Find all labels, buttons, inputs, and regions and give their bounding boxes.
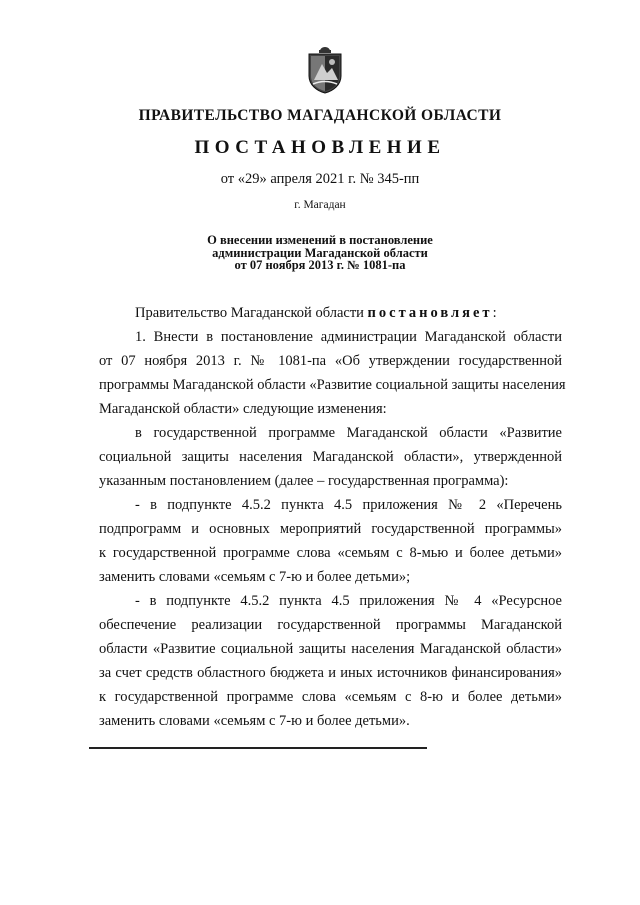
body-line: области «Развитие социальной защиты населения Магаданской области» (99, 641, 562, 657)
date-number-line: от «29» апреля 2021 г. № 345-пп (220, 171, 420, 187)
body-line: - в подпункте 4.5.2 пункта 4.5 приложения № 4 «Ресурсное (135, 593, 562, 609)
subject-line: от 07 ноября 2013 г. № 1081-па (234, 258, 406, 272)
body-line: за счет средств областного бюджета и иных источников финансирования» (99, 665, 562, 681)
body-line: указанным постановлением (далее – государственная программа): (99, 473, 509, 489)
body-line: 1. Внести в постановление администрации Магаданской области (135, 329, 562, 345)
document-type: ПОСТАНОВЛЕНИЕ (194, 137, 446, 158)
city-name: г. Магадан (294, 199, 346, 211)
intro-text: Правительство Магаданской области (135, 305, 368, 321)
body-line: обеспечение реализации государственной программы Магаданской (99, 617, 562, 633)
body-line: подпрограмм и основных мероприятий государственной программы» (99, 521, 562, 537)
body-line: от 07 ноября 2013 г. № 1081-па «Об утверждении государственной (99, 353, 562, 369)
body-line: к государственной программе слова «семьям с 8-ю и более детьми» (99, 689, 562, 705)
subject-line: администрации Магаданской области (212, 245, 428, 260)
body-line: социальной защиты населения Магаданской области», утвержденной (99, 449, 562, 465)
body-line: в государственной программе Магаданской области «Развитие (135, 425, 562, 441)
body-line: - в подпункте 4.5.2 пункта 4.5 приложения № 2 «Перечень (135, 497, 562, 513)
coat-of-arms-icon (305, 46, 345, 94)
body-line: программы Магаданской области «Развитие социальной защиты населения (99, 377, 566, 393)
government-name: ПРАВИТЕЛЬСТВО МАГАДАНСКОЙ ОБЛАСТИ (138, 107, 502, 124)
body-line: Магаданской области» следующие изменения: (99, 401, 387, 417)
body-line: к государственной программе слова «семьям с 8-мью и более детьми» (99, 545, 562, 561)
intro-colon: : (492, 305, 497, 321)
intro-paragraph (135, 305, 562, 322)
body-line: заменить словами «семьям с 7-ю и более детьми»; (99, 569, 411, 585)
resolves-word: постановляет (367, 305, 493, 321)
document-subject (0, 234, 640, 272)
body-line: заменить словами «семьям с 7-ю и более детьми». (99, 713, 410, 729)
footer-divider (89, 747, 427, 749)
subject-line: О внесении изменений в постановление (207, 233, 433, 247)
